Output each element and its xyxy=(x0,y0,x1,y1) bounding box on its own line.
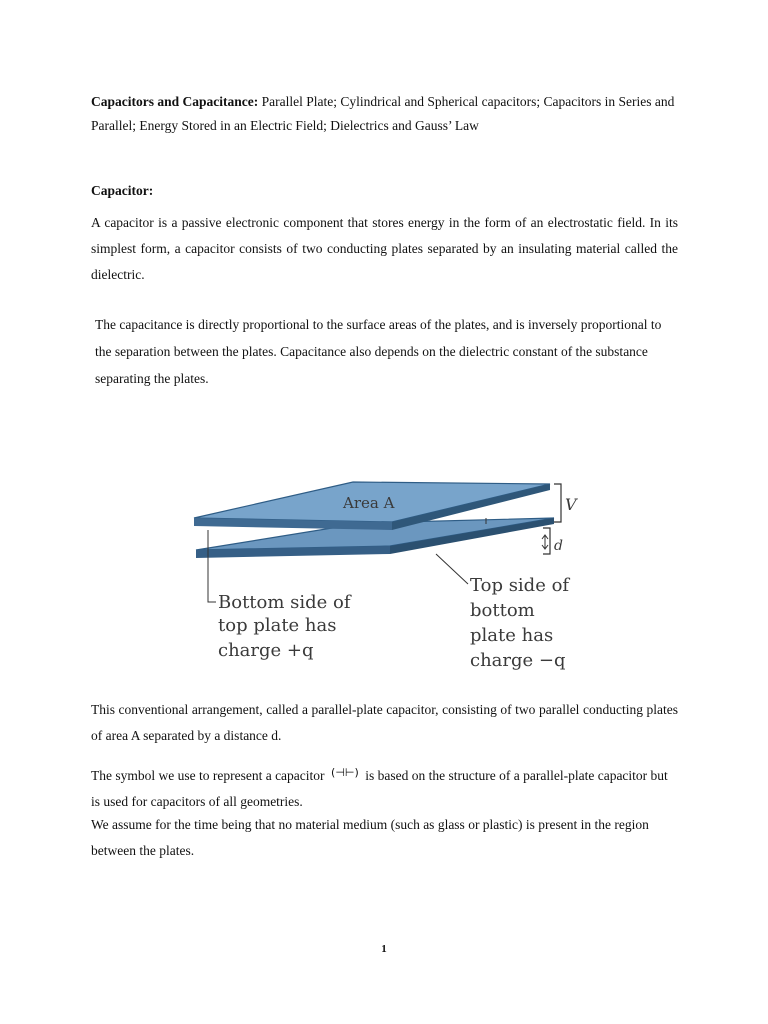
left-caption-line1: Bottom side of xyxy=(218,592,351,613)
page-number: 1 xyxy=(381,943,387,955)
section-title-capacitor: Capacitor: xyxy=(91,183,154,198)
paragraph-definition: A capacitor is a passive electronic component that stores energy in the form of an electrostatic field. In its simplest form, a capacitor consists of two conducting plates separated by an insulating material called the dielectric. xyxy=(91,215,678,282)
paragraph-parallel-plate: This conventional arrangement, called a parallel-plate capacitor, consisting of two parallel conducting plates of area A separated by a distance d. xyxy=(91,702,678,743)
paragraph-assumption: We assume for the time being that no material medium (such as glass or plastic) is present in the region between the plates. xyxy=(91,817,649,858)
heading-topics: Parallel Plate; Cylindrical and Spherical capacitors; Capacitors in Series and Parallel; Energy Stored in an Electric Field; Dielectrics and Gauss’ Law xyxy=(91,94,675,133)
right-caption-line4: charge −q xyxy=(470,650,566,671)
capacitor-symbol-icon: (⊣⊢) xyxy=(331,766,359,779)
distance-label: d xyxy=(554,538,563,554)
v-bracket xyxy=(554,484,561,522)
parallel-plate-diagram xyxy=(188,478,588,678)
voltage-label: V xyxy=(565,495,577,514)
right-caption-line3: plate has xyxy=(470,625,554,646)
d-bracket xyxy=(543,528,550,554)
heading-bold: Capacitors and Capacitance: xyxy=(91,94,259,109)
symbol-text-after: is based on the structure of a parallel-plate capacitor but is used for capacitors of all geometries. xyxy=(91,768,668,809)
symbol-text-before: The symbol we use to represent a capacitor xyxy=(91,768,328,783)
parallel-plate-figure xyxy=(188,478,588,678)
right-caption-line2: bottom xyxy=(470,600,535,621)
area-label: Area A xyxy=(343,494,395,512)
left-caption-line3: charge +q xyxy=(218,640,314,661)
right-caption-line1: Top side of xyxy=(470,575,570,596)
paragraph-symbol xyxy=(91,760,678,815)
document-heading xyxy=(91,90,678,138)
paragraph-capacitance: The capacitance is directly proportional to the surface areas of the plates, and is inversely proportional to the separation between the plates. Capacitance also depends on the dielectric constant of the substance separating the plates. xyxy=(95,317,662,386)
left-caption-line2: top plate has xyxy=(218,615,337,636)
